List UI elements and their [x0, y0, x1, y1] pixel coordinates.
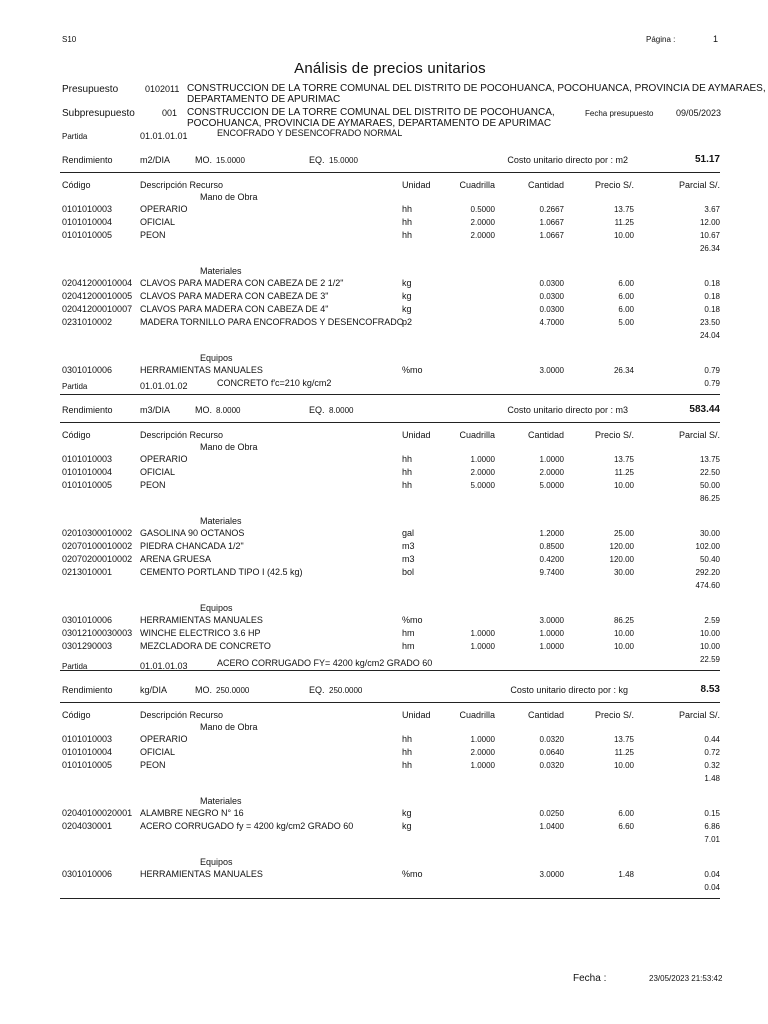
partida-name: ENCOFRADO Y DESENCOFRADO NORMAL	[217, 128, 403, 138]
resource-parcial: 13.75	[699, 455, 720, 464]
partida-code: 01.01.01.02	[140, 381, 188, 391]
rendimiento-unit: kg/DIA	[140, 685, 168, 695]
section-divider	[60, 898, 720, 899]
resource-description: CLAVOS PARA MADERA CON CABEZA DE 4"	[140, 304, 329, 314]
col-header-precio: Precio S/.	[594, 430, 634, 440]
resource-unit: hh	[402, 747, 413, 757]
resource-parcial: 50.40	[699, 555, 720, 564]
resource-unit: m3	[402, 541, 415, 551]
resource-code: 02070100010002	[62, 541, 133, 551]
resource-cuadrilla: 1.0000	[470, 761, 495, 770]
col-header-codigo: Código	[62, 710, 91, 720]
resource-unit: hh	[402, 217, 413, 227]
partida-name: CONCRETO f'c=210 kg/cm2	[217, 378, 332, 388]
costo-unitario-total: 583.44	[689, 404, 720, 415]
mo-value: 250.0000	[216, 686, 250, 695]
resource-cantidad: 1.0667	[539, 218, 564, 227]
resource-description: PEON	[140, 480, 166, 490]
eq-value: 15.0000	[329, 156, 358, 165]
resource-unit: %mo	[402, 869, 423, 879]
resource-description: OPERARIO	[140, 734, 188, 744]
col-header-unidad: Unidad	[402, 710, 431, 720]
resource-precio: 6.00	[618, 305, 634, 314]
resource-description: OPERARIO	[140, 204, 188, 214]
resource-parcial: 30.00	[699, 529, 720, 538]
resource-precio: 6.00	[618, 809, 634, 818]
group-label-equipos: Equipos	[200, 603, 233, 613]
resource-precio: 1.48	[618, 870, 634, 879]
resource-unit: hh	[402, 734, 413, 744]
resource-precio: 6.60	[618, 822, 634, 831]
group-subtotal: 26.34	[699, 244, 720, 253]
resource-cantidad: 3.0000	[539, 870, 564, 879]
resource-precio: 10.00	[613, 629, 634, 638]
resource-unit: hh	[402, 480, 413, 490]
rendimiento-unit: m3/DIA	[140, 405, 171, 415]
resource-cantidad: 1.0000	[539, 629, 564, 638]
resource-description: OPERARIO	[140, 454, 188, 464]
resource-precio: 11.25	[614, 218, 634, 227]
resource-precio: 11.25	[614, 748, 634, 757]
resource-precio: 10.00	[613, 642, 634, 651]
presupuesto-desc-line2: DEPARTAMENTO DE APURIMAC	[187, 94, 341, 105]
fecha-presupuesto-label: Fecha presupuesto	[585, 109, 654, 118]
header-divider	[60, 702, 720, 703]
header-divider	[60, 422, 720, 423]
resource-cantidad: 0.2667	[539, 205, 564, 214]
resource-cantidad: 0.0300	[539, 279, 564, 288]
resource-parcial: 50.00	[699, 481, 720, 490]
resource-cuadrilla: 2.0000	[470, 468, 495, 477]
resource-unit: m3	[402, 554, 415, 564]
resource-description: CLAVOS PARA MADERA CON CABEZA DE 3"	[140, 291, 329, 301]
col-header-cuadrilla: Cuadrilla	[459, 710, 495, 720]
resource-cantidad: 0.0320	[539, 761, 564, 770]
col-header-codigo: Código	[62, 430, 91, 440]
eq-label: EQ.	[309, 685, 325, 695]
costo-unitario-unit: m3	[615, 405, 628, 415]
subpresupuesto-desc-line1: CONSTRUCCION DE LA TORRE COMUNAL DEL DISTRITO DE POCOHUANCA,	[187, 107, 555, 118]
resource-description: OFICIAL	[140, 747, 176, 757]
resource-unit: kg	[402, 278, 412, 288]
group-label-mano-de-obra: Mano de Obra	[200, 192, 258, 202]
col-header-unidad: Unidad	[402, 430, 431, 440]
resource-parcial: 0.15	[704, 809, 720, 818]
eq-label: EQ.	[309, 405, 325, 415]
resource-cuadrilla: 1.0000	[470, 735, 495, 744]
resource-description: ACERO CORRUGADO fy = 4200 kg/cm2 GRADO 60	[140, 821, 354, 831]
resource-parcial: 12.00	[699, 218, 720, 227]
presupuesto-label: Presupuesto	[62, 84, 119, 95]
resource-precio: 10.00	[613, 481, 634, 490]
col-header-unidad: Unidad	[402, 180, 431, 190]
partida-label: Partida	[62, 132, 88, 141]
group-subtotal: 474.60	[695, 581, 720, 590]
page-title: Análisis de precios unitarios	[294, 60, 486, 77]
costo-unitario-total: 51.17	[694, 154, 720, 165]
mo-value: 8.0000	[216, 406, 241, 415]
resource-description: CEMENTO PORTLAND TIPO I (42.5 kg)	[140, 567, 303, 577]
col-header-cantidad: Cantidad	[527, 430, 564, 440]
col-header-cuadrilla: Cuadrilla	[459, 430, 495, 440]
rendimiento-label: Rendimiento	[62, 155, 113, 165]
group-label-mano-de-obra: Mano de Obra	[200, 722, 258, 732]
resource-code: 0101010005	[62, 760, 113, 770]
presupuesto-desc-line1: CONSTRUCCION DE LA TORRE COMUNAL DEL DISTRITO DE POCOHUANCA, POCOHUANCA, PROVINCIA DE AYMARAES,	[187, 83, 766, 94]
resource-unit: hh	[402, 230, 413, 240]
group-label-materiales: Materiales	[200, 796, 242, 806]
resource-unit: hh	[402, 467, 413, 477]
resource-cantidad: 0.4200	[539, 555, 564, 564]
resource-parcial: 22.50	[699, 468, 720, 477]
partida-code: 01.01.01.03	[140, 661, 188, 671]
costo-unitario-unit: m2	[615, 155, 628, 165]
group-subtotal: 24.04	[699, 331, 720, 340]
resource-cuadrilla: 2.0000	[470, 218, 495, 227]
col-header-parcial: Parcial S/.	[678, 180, 720, 190]
resource-precio: 13.75	[613, 455, 634, 464]
resource-code: 03012100030003	[62, 628, 133, 638]
resource-parcial: 6.86	[704, 822, 720, 831]
group-label-equipos: Equipos	[200, 353, 233, 363]
resource-cantidad: 0.0300	[539, 292, 564, 301]
resource-parcial: 2.59	[704, 616, 720, 625]
resource-description: WINCHE ELECTRICO 3.6 HP	[140, 628, 261, 638]
resource-cantidad: 4.7000	[539, 318, 564, 327]
group-subtotal: 7.01	[704, 835, 720, 844]
resource-cantidad: 5.0000	[539, 481, 564, 490]
resource-cantidad: 3.0000	[539, 616, 564, 625]
col-header-descripcion: Descripción Recurso	[140, 430, 224, 440]
subpresupuesto-code: 001	[162, 108, 178, 118]
resource-cantidad: 1.0000	[539, 642, 564, 651]
resource-precio: 5.00	[618, 318, 634, 327]
resource-description: HERRAMIENTAS MANUALES	[140, 365, 263, 375]
col-header-cantidad: Cantidad	[527, 710, 564, 720]
resource-cuadrilla: 0.5000	[470, 205, 495, 214]
section-divider	[60, 394, 720, 395]
resource-parcial: 23.50	[699, 318, 720, 327]
page-label: Página :	[646, 35, 676, 44]
costo-unitario-label	[507, 405, 628, 415]
resource-code: 0101010003	[62, 204, 113, 214]
resource-precio: 30.00	[613, 568, 634, 577]
resource-description: CLAVOS PARA MADERA CON CABEZA DE 2 1/2"	[140, 278, 344, 288]
costo-unitario-label	[510, 685, 628, 695]
rendimiento-unit: m2/DIA	[140, 155, 171, 165]
resource-code: 0231010002	[62, 317, 113, 327]
resource-cuadrilla: 1.0000	[470, 629, 495, 638]
col-header-parcial: Parcial S/.	[678, 430, 720, 440]
resource-cuadrilla: 2.0000	[470, 748, 495, 757]
mo-value: 15.0000	[216, 156, 245, 165]
resource-precio: 11.25	[614, 468, 634, 477]
costo-unitario-text: Costo unitario directo por :	[507, 405, 613, 415]
resource-code: 0301010006	[62, 869, 113, 879]
resource-description: OFICIAL	[140, 217, 176, 227]
fecha-presupuesto: 09/05/2023	[676, 108, 722, 118]
resource-unit: hm	[402, 641, 415, 651]
group-subtotal: 22.59	[699, 655, 720, 664]
resource-unit: kg	[402, 291, 412, 301]
partida-label: Partida	[62, 382, 88, 391]
group-subtotal: 1.48	[704, 774, 720, 783]
header-divider	[60, 172, 720, 173]
mo-label: MO.	[195, 155, 212, 165]
resource-code: 0101010005	[62, 480, 113, 490]
costo-unitario-total: 8.53	[700, 684, 720, 695]
col-header-cantidad: Cantidad	[527, 180, 564, 190]
resource-code: 0204030001	[62, 821, 113, 831]
resource-parcial: 10.67	[699, 231, 720, 240]
group-label-materiales: Materiales	[200, 516, 242, 526]
col-header-descripcion: Descripción Recurso	[140, 180, 224, 190]
resource-cantidad: 0.8500	[539, 542, 564, 551]
group-label-materiales: Materiales	[200, 266, 242, 276]
resource-parcial: 0.32	[704, 761, 720, 770]
resource-unit: p2	[402, 317, 413, 327]
resource-unit: kg	[402, 808, 412, 818]
resource-description: MADERA TORNILLO PARA ENCOFRADOS Y DESENCOFRADO	[140, 317, 404, 327]
resource-parcial: 0.44	[704, 735, 720, 744]
resource-unit: hm	[402, 628, 415, 638]
costo-unitario-unit: kg	[618, 685, 628, 695]
col-header-precio: Precio S/.	[594, 710, 634, 720]
col-header-precio: Precio S/.	[594, 180, 634, 190]
resource-code: 0101010003	[62, 734, 113, 744]
group-subtotal: 0.79	[704, 379, 720, 388]
resource-code: 02040100020001	[62, 808, 133, 818]
resource-description: HERRAMIENTAS MANUALES	[140, 615, 263, 625]
resource-precio: 26.34	[613, 366, 634, 375]
resource-parcial: 0.18	[704, 292, 720, 301]
costo-unitario-text: Costo unitario directo por :	[507, 155, 613, 165]
resource-description: GASOLINA 90 OCTANOS	[140, 528, 245, 538]
subpresupuesto-desc-line2: POCOHUANCA, PROVINCIA DE AYMARAES, DEPARTAMENTO DE APURIMAC	[187, 118, 552, 129]
footer-fecha: 23/05/2023 21:53:42	[649, 974, 723, 983]
eq-value: 250.0000	[329, 686, 363, 695]
eq-label: EQ.	[309, 155, 325, 165]
resource-cuadrilla: 1.0000	[470, 455, 495, 464]
resource-cantidad: 1.0667	[539, 231, 564, 240]
resource-cantidad: 0.0300	[539, 305, 564, 314]
resource-code: 0101010004	[62, 467, 113, 477]
resource-code: 0301010006	[62, 615, 113, 625]
col-header-cuadrilla: Cuadrilla	[459, 180, 495, 190]
resource-code: 02041200010005	[62, 291, 133, 301]
resource-precio: 6.00	[618, 292, 634, 301]
resource-code: 0101010005	[62, 230, 113, 240]
report-code: S10	[62, 35, 77, 44]
mo-label: MO.	[195, 405, 212, 415]
resource-unit: hh	[402, 454, 413, 464]
resource-code: 0101010003	[62, 454, 113, 464]
rendimiento-label: Rendimiento	[62, 685, 113, 695]
mo-label: MO.	[195, 685, 212, 695]
resource-parcial: 0.72	[704, 748, 720, 757]
resource-description: MEZCLADORA DE CONCRETO	[140, 641, 271, 651]
resource-parcial: 10.00	[699, 629, 720, 638]
resource-cantidad: 9.7400	[539, 568, 564, 577]
resource-unit: kg	[402, 821, 412, 831]
resource-description: PIEDRA CHANCADA 1/2"	[140, 541, 244, 551]
partida-code: 01.01.01.01	[140, 131, 188, 141]
resource-parcial: 102.00	[695, 542, 720, 551]
group-label-equipos: Equipos	[200, 857, 233, 867]
resource-code: 02041200010004	[62, 278, 133, 288]
resource-parcial: 3.67	[704, 205, 720, 214]
resource-code: 02010300010002	[62, 528, 133, 538]
resource-cantidad: 1.0000	[539, 455, 564, 464]
resource-description: ARENA GRUESA	[140, 554, 212, 564]
resource-unit: hh	[402, 204, 413, 214]
resource-unit: gal	[402, 528, 415, 538]
resource-cantidad: 0.0320	[539, 735, 564, 744]
resource-unit: %mo	[402, 365, 423, 375]
resource-code: 0101010004	[62, 747, 113, 757]
eq-value: 8.0000	[329, 406, 354, 415]
subpresupuesto-label: Subpresupuesto	[62, 108, 135, 119]
resource-unit: kg	[402, 304, 412, 314]
resource-precio: 120.00	[609, 542, 634, 551]
resource-cantidad: 0.0640	[539, 748, 564, 757]
resource-cantidad: 1.2000	[539, 529, 564, 538]
resource-parcial: 0.79	[704, 366, 720, 375]
resource-precio: 13.75	[613, 735, 634, 744]
resource-code: 02070200010002	[62, 554, 133, 564]
resource-parcial: 0.18	[704, 279, 720, 288]
resource-cantidad: 3.0000	[539, 366, 564, 375]
resource-description: ALAMBRE NEGRO N° 16	[140, 808, 244, 818]
presupuesto-code: 0102011	[145, 84, 180, 94]
resource-cuadrilla: 5.0000	[470, 481, 495, 490]
resource-cantidad: 2.0000	[539, 468, 564, 477]
group-subtotal: 0.04	[704, 883, 720, 892]
resource-description: OFICIAL	[140, 467, 176, 477]
resource-cuadrilla: 1.0000	[470, 642, 495, 651]
resource-parcial: 292.20	[695, 568, 720, 577]
col-header-codigo: Código	[62, 180, 91, 190]
resource-cantidad: 1.0400	[539, 822, 564, 831]
footer-fecha-label: Fecha :	[573, 973, 607, 984]
resource-precio: 13.75	[613, 205, 634, 214]
group-label-mano-de-obra: Mano de Obra	[200, 442, 258, 452]
page-number: 1	[713, 34, 719, 44]
col-header-parcial: Parcial S/.	[678, 710, 720, 720]
resource-precio: 25.00	[613, 529, 634, 538]
resource-code: 0101010004	[62, 217, 113, 227]
rendimiento-label: Rendimiento	[62, 405, 113, 415]
group-subtotal: 86.25	[699, 494, 720, 503]
resource-description: PEON	[140, 230, 166, 240]
resource-code: 0301010006	[62, 365, 113, 375]
resource-description: PEON	[140, 760, 166, 770]
resource-parcial: 10.00	[699, 642, 720, 651]
resource-parcial: 0.04	[704, 870, 720, 879]
partida-label: Partida	[62, 662, 88, 671]
resource-code: 0213010001	[62, 567, 113, 577]
resource-unit: hh	[402, 760, 413, 770]
resource-code: 02041200010007	[62, 304, 133, 314]
resource-precio: 10.00	[613, 231, 634, 240]
resource-code: 0301290003	[62, 641, 113, 651]
resource-cuadrilla: 2.0000	[470, 231, 495, 240]
col-header-descripcion: Descripción Recurso	[140, 710, 224, 720]
costo-unitario-label	[507, 155, 628, 165]
resource-precio: 86.25	[613, 616, 634, 625]
resource-unit: bol	[402, 567, 415, 577]
resource-parcial: 0.18	[704, 305, 720, 314]
resource-unit: %mo	[402, 615, 423, 625]
resource-cantidad: 0.0250	[539, 809, 564, 818]
resource-precio: 10.00	[613, 761, 634, 770]
resource-description: HERRAMIENTAS MANUALES	[140, 869, 263, 879]
costo-unitario-text: Costo unitario directo por :	[510, 685, 616, 695]
resource-precio: 6.00	[618, 279, 634, 288]
partida-name: ACERO CORRUGADO FY= 4200 kg/cm2 GRADO 60	[217, 658, 433, 668]
resource-precio: 120.00	[609, 555, 634, 564]
